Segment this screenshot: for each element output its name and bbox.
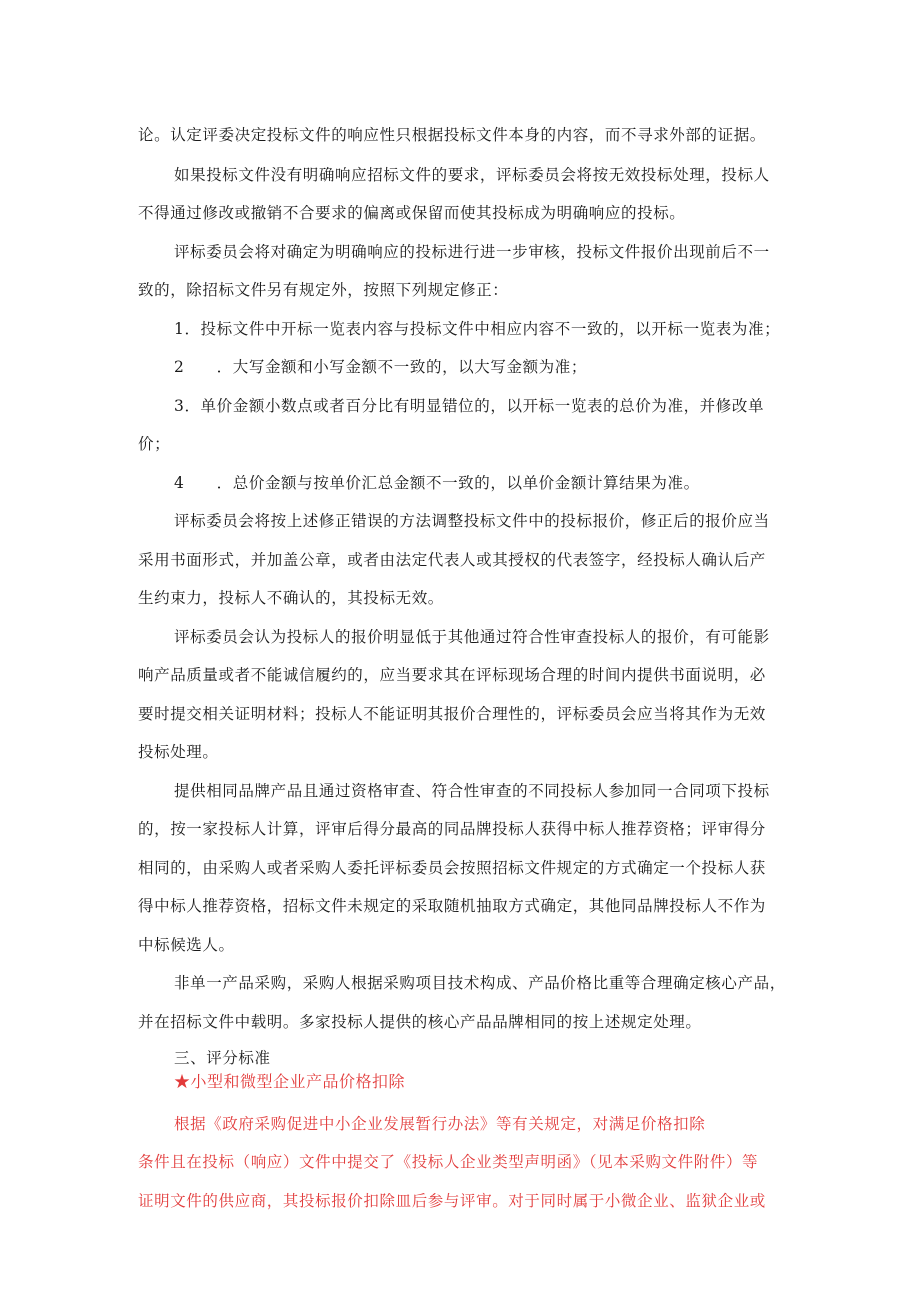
text-line: 中标候选人。 <box>138 936 235 954</box>
text-line: 评标委员会认为投标人的报价明显低于其他通过符合性审查投标人的报价，有可能影 <box>174 628 770 646</box>
list-item: 4 ．总价金额与按单价汇总金额不一致的，以单价金额计算结果为准。 <box>174 474 700 492</box>
list-item: 2 ．大写金额和小写金额不一致的，以大写金额为准； <box>174 358 587 376</box>
text-line: 要时提交相关证明材料；投标人不能证明其报价合理性的，评标委员会应当将其作为无效 <box>138 705 766 723</box>
text-line: 不得通过修改或撤销不合要求的偏离或保留而使其投标成为明确响应的投标。 <box>138 204 686 222</box>
text-line: 论。认定评委决定投标文件的响应性只根据投标文件本身的内容，而不寻求外部的证据。 <box>138 126 766 144</box>
text-line: 如果投标文件没有明确响应招标文件的要求，评标委员会将按无效投标处理，投标人 <box>174 166 770 184</box>
text-line: 并在招标文件中载明。多家投标人提供的核心产品品牌相同的按上述规定处理。 <box>138 1013 702 1031</box>
text-line: 评标委员会将按上述修正错误的方法调整投标文件中的投标报价，修正后的报价应当 <box>174 512 770 530</box>
text-line: 评标委员会将对确定为明确响应的投标进行进一步审核，投标文件报价出现前后不一 <box>174 243 770 261</box>
text-line: 的，按一家投标人计算，评审后得分最高的同品牌投标人获得中标人推荐资格；评审得分 <box>138 820 766 838</box>
text-line: 投标处理。 <box>138 743 219 761</box>
section-heading: 三、评分标准 <box>174 1049 271 1067</box>
text-line: 响产品质量或者不能诚信履约的，应当要求其在评标现场合理的时间内提供书面说明，必 <box>138 666 766 684</box>
text-line: 根据《政府采购促进中小企业发展暂行办法》等有关规定，对满足价格扣除 <box>174 1115 706 1133</box>
text-line: 提供相同品牌产品且通过资格审查、符合性审查的不同投标人参加同一合同项下投标 <box>174 782 770 800</box>
text-line: 价； <box>138 435 171 453</box>
subsection-heading: ★小型和微型企业产品价格扣除 <box>174 1072 406 1091</box>
text-line: 致的，除招标文件另有规定外，按照下列规定修正： <box>138 281 509 299</box>
list-item: 1．投标文件中开标一览表内容与投标文件中相应内容不一致的，以开标一览表为准； <box>174 320 781 338</box>
text-line: 得中标人推荐资格，招标文件未规定的采取随机抽取方式确定，其他同品牌投标人不作为 <box>138 897 766 915</box>
text-line: 相同的，由采购人或者采购人委托评标委员会按照招标文件规定的方式确定一个投标人获 <box>138 859 766 877</box>
text-line: 采用书面形式，并加盖公章，或者由法定代表人或其授权的代表签字，经投标人确认后产 <box>138 551 766 569</box>
text-line: 非单一产品采购，采购人根据采购项目技术构成、产品价格比重等合理确定核心产品， <box>174 974 786 992</box>
text-line: 条件且在投标（响应）文件中提交了《投标人企业类型声明函》（见本采购文件附件）等 <box>138 1153 759 1171</box>
text-line: 生约束力，投标人不确认的，其投标无效。 <box>138 589 444 607</box>
list-item: 3．单价金额小数点或者百分比有明显错位的，以开标一览表的总价为准，并修改单 <box>174 397 765 415</box>
text-line: 证明文件的供应商，其投标报价扣除皿后参与评审。对于同时属于小微企业、监狱企业或 <box>138 1192 766 1210</box>
